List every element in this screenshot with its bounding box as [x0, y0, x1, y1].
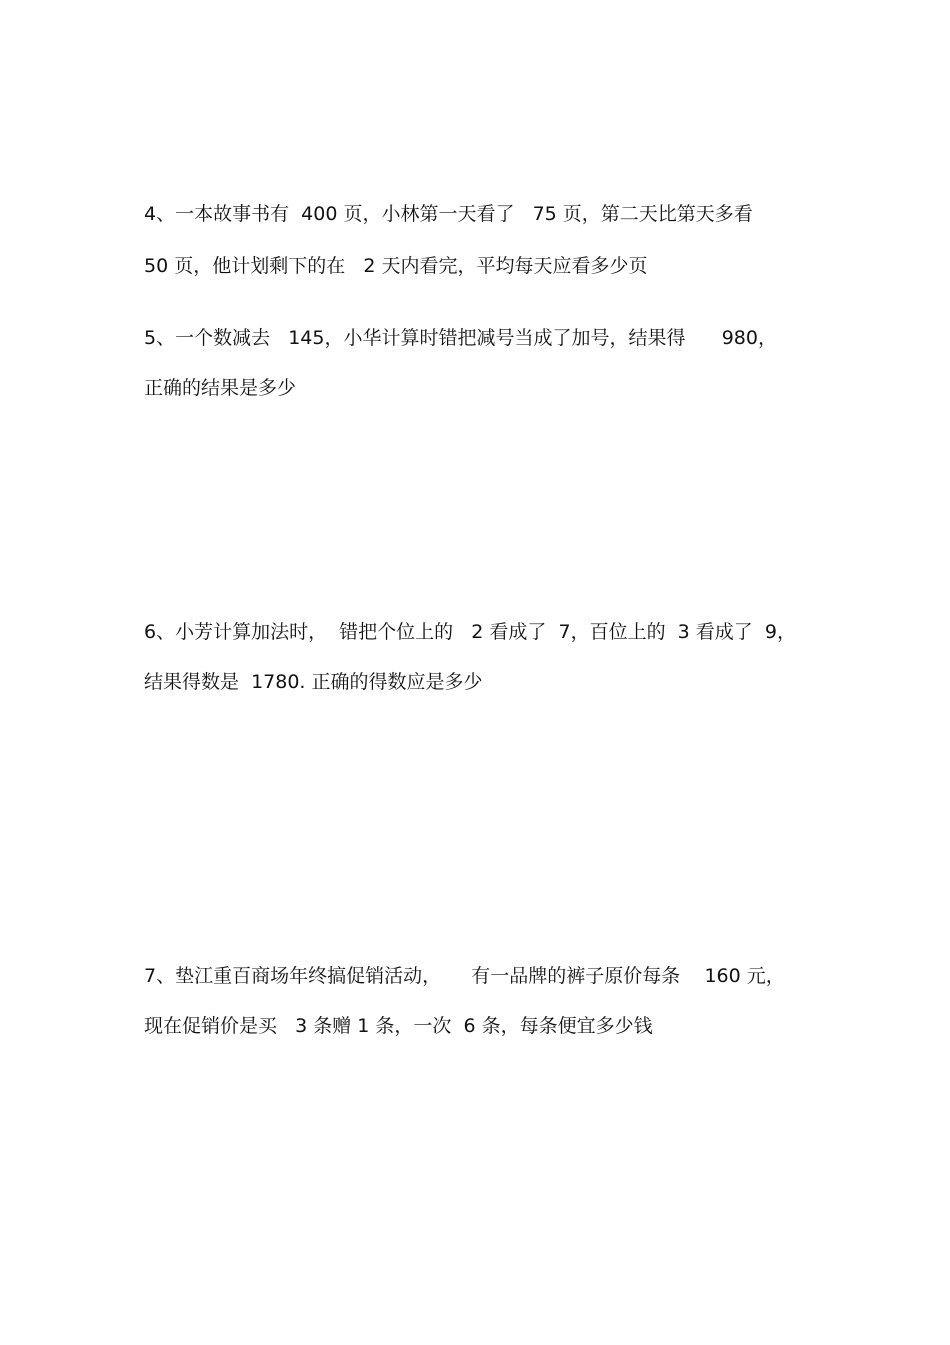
problem-7-line-2: 现在促销价是买 3 条赠 1 条，一次 6 条，每条便宜多少钱 [144, 1015, 653, 1037]
problem-6-line-2: 结果得数是 1780. 正确的得数应是多少 [144, 671, 483, 693]
problem-5-line-2: 正确的结果是多少 [144, 377, 297, 399]
problem-5-line-1: 5、一个数减去 145，小华计算时错把减号当成了加号，结果得 980， [144, 327, 777, 349]
problem-4-line-2: 50 页，他计划剩下的在 2 天内看完，平均每天应看多少页 [144, 255, 648, 277]
problem-4-line-1: 4、一本故事书有 400 页，小林第一天看了 75 页，第二天比第天多看 [144, 203, 753, 225]
problem-6-line-1: 6、小芳计算加法时， 错把个位上的 2 看成了 7，百位上的 3 看成了 9， [144, 621, 796, 643]
problem-7-line-1: 7、垫江重百商场年终搞促销活动， 有一品牌的裤子原价每条 160 元， [144, 965, 785, 987]
